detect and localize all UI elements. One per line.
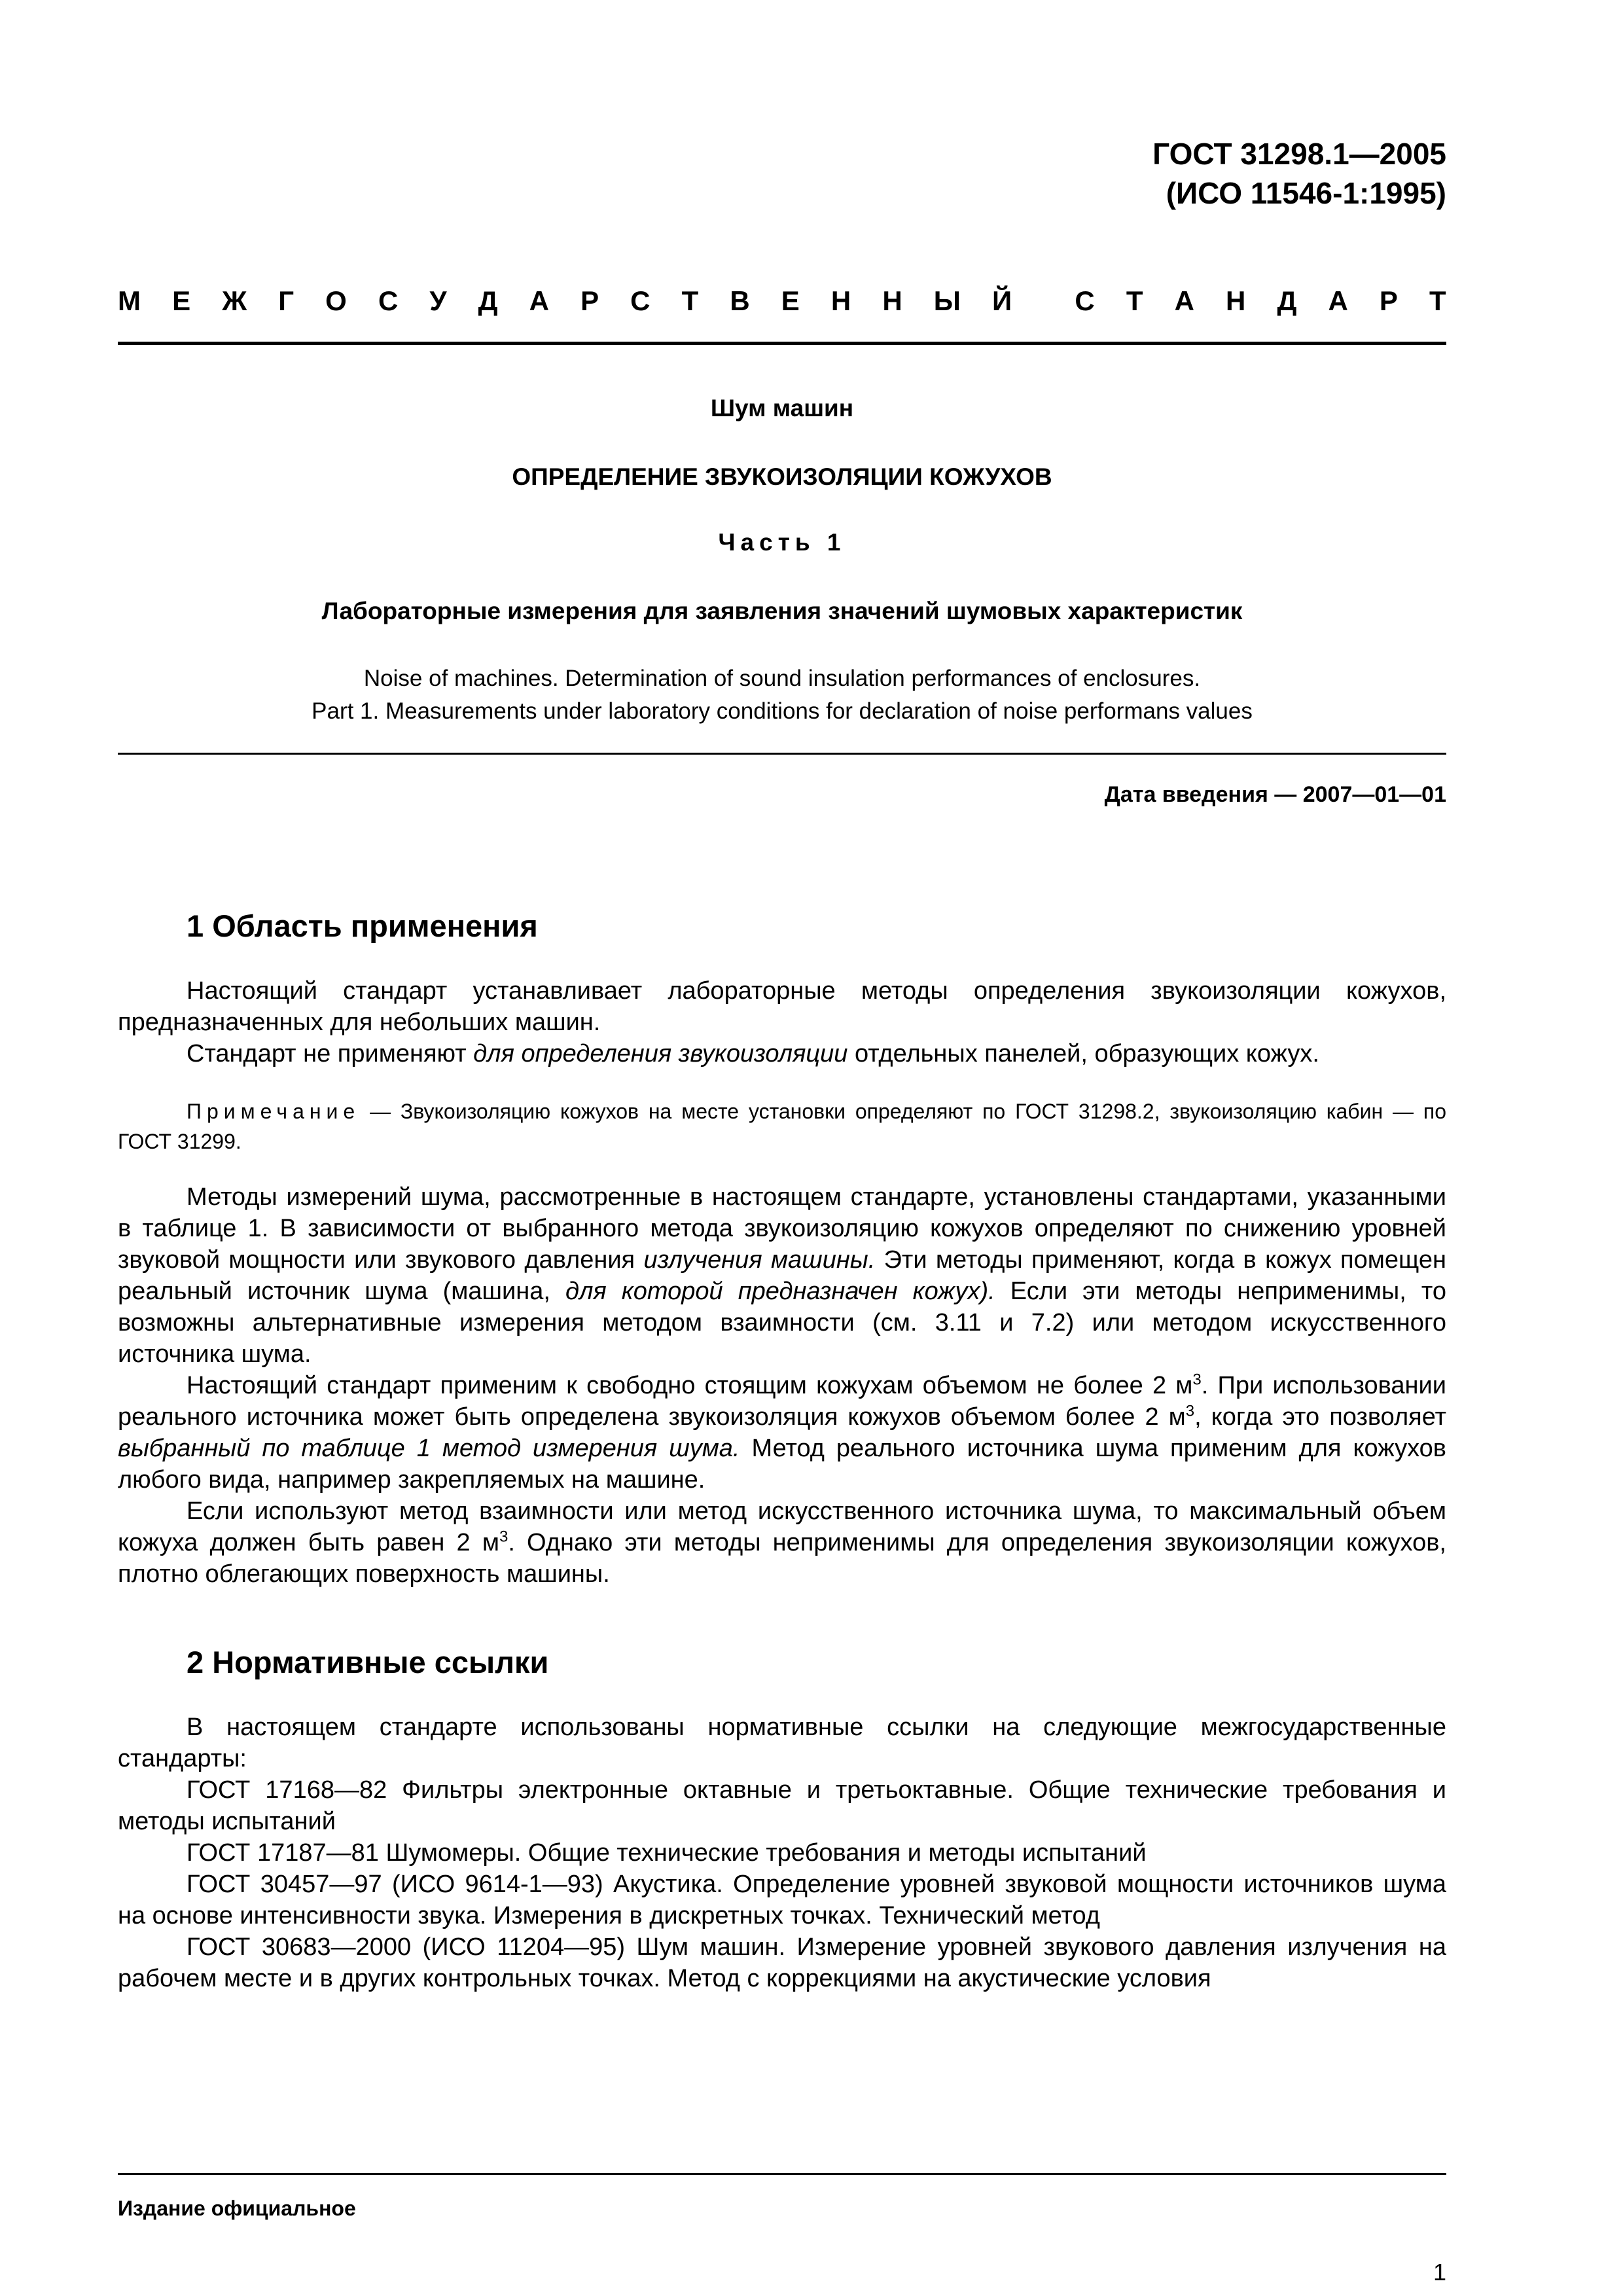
banner-letter: Ж — [222, 285, 247, 316]
official-edition-label: Издание официальное — [118, 2197, 356, 2220]
section-2-body — [118, 1712, 1446, 1994]
title-subtitle: Лабораторные измерения для заявления значений шумовых характеристик — [321, 598, 1243, 624]
note-text: — Звукоизоляцию кожухов на месте установки определяют по ГОСТ 31298.2, звукоизоляцию кабин — по ГОСТ 31299. — [118, 1100, 1446, 1153]
section-1-heading: 1 Область применения — [187, 908, 538, 943]
paragraph: Стандарт не применяют для определения звукоизоляции отдельных панелей, образующих кожух. — [187, 1040, 1319, 1067]
banner-letter: М — [118, 285, 141, 316]
paragraph: Настоящий стандарт применим к свободно стоящим кожухам объемом не более 2 $м^3$. При использовании реального источника может быть определена звукоизоляция кожухов объемом более 2 $м^3$, когда это позволяет выбранный по таблице 1 метод измерения шума. Метод реального источника шума применим для кожухов любого вида, например закрепляемых на машине. — [118, 1371, 1446, 1494]
introduction-date: Дата введения — 2007—01—01 — [1104, 782, 1446, 807]
reference-item: ГОСТ 30457—97 (ИСО 9614-1—93) Акустика. Определение уровней звуковой мощности источников шума на основе интенсивности звука. Измерения в дискретных точках. Технический метод — [118, 1871, 1446, 1929]
banner-letter: А — [529, 285, 549, 316]
page-number: 1 — [1433, 2259, 1446, 2286]
reference-item: ГОСТ 30683—2000 (ИСО 11204—95) Шум машин. Измерение уровней звукового давления излучения на рабочем месте и в других контрольных точках. Метод с коррекциями на акустические условия — [118, 1933, 1446, 1992]
banner-letter: С — [630, 285, 651, 316]
banner-letter: Н — [830, 285, 851, 316]
english-title-line: Part 1. Measurements under laboratory conditions for declaration of noise performans values — [312, 698, 1253, 724]
banner-letter: Р — [1379, 285, 1398, 316]
reference-item: ГОСТ 17187—81 Шумомеры. Общие технические требования и методы испытаний — [187, 1839, 1147, 1867]
banner-letter: Н — [1226, 285, 1246, 316]
banner-letter: Ы — [933, 285, 961, 316]
banner-letter: А — [1328, 285, 1348, 316]
banner-letter: Т — [1126, 285, 1143, 316]
banner-letter: Г — [278, 285, 294, 316]
title-rule — [118, 753, 1446, 755]
paragraph: Методы измерений шума, рассмотренные в настоящем стандарте, установлены стандартами, указанными в таблице 1. В зависимости от выбранного метода звукоизоляцию кожухов определяют по снижению уровней звуковой мощности или звукового давления излучения машины. Эти методы применяют, когда в кожух помещен реальный источник шума (машина, для которой предназначен кожух). Если эти методы неприменимы, то возможны альтернативные измерения методом взаимности (см. 3.11 и 7.2) или методом искусственного источника шума. — [118, 1183, 1446, 1368]
paragraph: Настоящий стандарт устанавливает лабораторные методы определения звукоизоляции кожухов, предназначенных для небольших машин. — [118, 977, 1446, 1036]
banner-letter: Е — [781, 285, 800, 316]
reference-item: ГОСТ 17168—82 Фильтры электронные октавные и третьоктавные. Общие технические требования и методы испытаний — [118, 1776, 1446, 1835]
banner-letter: С — [1075, 285, 1095, 316]
iso-number: (ИСО 11546-1:1995) — [1166, 176, 1446, 210]
paragraph: Если используют метод взаимности или метод искусственного источника шума, то максимальный объем кожуха должен быть равен 2 $м^3$. Однако эти методы неприменимы для определения звукоизоляции кожухов, плотно облегающих поверхность машины. — [118, 1498, 1446, 1588]
title-part: Часть 1 — [718, 529, 846, 556]
banner-letter: Й — [992, 285, 1012, 316]
banner-letter: Е — [172, 285, 191, 316]
banner-letter: Д — [478, 285, 498, 316]
header-rule — [118, 342, 1446, 345]
banner-letter: А — [1174, 285, 1194, 316]
gost-number: ГОСТ 31298.1—2005 — [1152, 137, 1446, 171]
paragraph: В настоящем стандарте использованы нормативные ссылки на следующие межгосударственные стандарты: — [118, 1713, 1446, 1772]
section-1-body — [118, 975, 1446, 1069]
banner-letter: У — [429, 285, 447, 316]
banner-letter: Д — [1277, 285, 1297, 316]
note-label: Примечание — [187, 1100, 361, 1123]
section-1-body-cont — [118, 1181, 1446, 1590]
english-title — [118, 662, 1446, 728]
banner-letter: Н — [882, 285, 902, 316]
banner-letter: Т — [1429, 285, 1446, 316]
banner-letter: Т — [681, 285, 699, 316]
title-subject: Шум машин — [710, 395, 854, 422]
banner-letter: С — [378, 285, 399, 316]
english-title-line: Noise of machines. Determination of sound insulation performances of enclosures. — [363, 666, 1201, 691]
section-2-heading: 2 Нормативные ссылки — [187, 1645, 549, 1679]
banner-letter: В — [730, 285, 750, 316]
banner-letter: Р — [580, 285, 599, 316]
banner-letter: О — [325, 285, 347, 316]
title-main: ОПРЕДЕЛЕНИЕ ЗВУКОИЗОЛЯЦИИ КОЖУХОВ — [512, 463, 1052, 490]
standard-designation — [1152, 134, 1446, 213]
note — [118, 1096, 1446, 1157]
footer-rule — [118, 2173, 1446, 2175]
interstate-standard-banner — [118, 283, 1446, 319]
